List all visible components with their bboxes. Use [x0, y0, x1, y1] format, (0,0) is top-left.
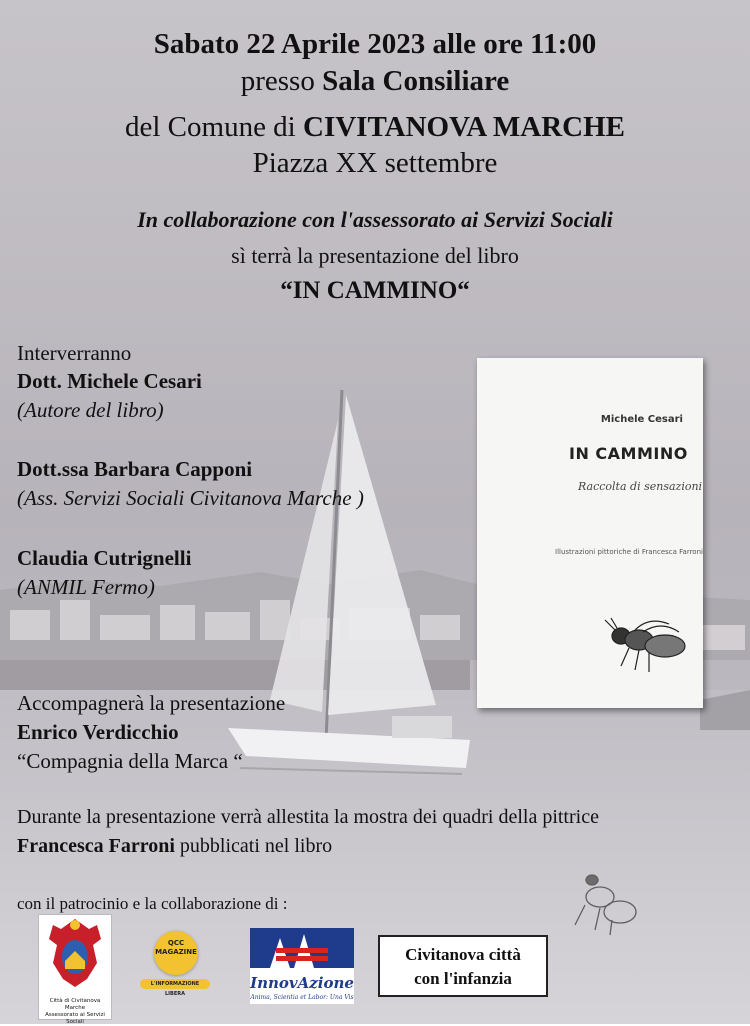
- venue-address: Piazza XX settembre: [252, 147, 498, 179]
- sponsors-heading: con il patrocinio e la collaborazione di :: [17, 894, 288, 913]
- qcc-text: QCC: [167, 939, 185, 947]
- venue-name: Sala Consiliare: [322, 65, 510, 97]
- accompaniment-performer: Enrico Verdicchio: [17, 720, 179, 744]
- book-title-heading: “IN CAMMINO“: [280, 277, 470, 304]
- speakers-heading: Interverranno: [17, 341, 132, 365]
- innovazione-caption: Anima, Scientia et Labor: Una Vis: [250, 994, 354, 1001]
- civitanova-municipality-logo: [38, 914, 112, 1025]
- civitanova-caption-line: Assessorato ai Servizi Sociali: [45, 1012, 105, 1025]
- speaker-role: (Ass. Servizi Sociali Civitanova Marche ): [17, 486, 364, 510]
- infanzia-line: con l'infanzia: [414, 969, 512, 988]
- qcc-caption: L'INFORMAZIONE LIBERA: [140, 979, 210, 989]
- exhibit-suffix: pubblicati nel libro: [174, 835, 333, 857]
- qcc-text: MAGAZINE: [155, 948, 197, 956]
- collaboration-line: In collaborazione con l'assessorato ai Servizi Sociali: [137, 207, 613, 232]
- venue-prefix: presso: [240, 65, 323, 97]
- book-cover-author: Michele Cesari: [600, 414, 683, 425]
- civitanova-caption-line: Città di Civitanova Marche: [49, 998, 101, 1011]
- book-cover-image: [477, 358, 703, 708]
- accompaniment-group: “Compagnia della Marca “: [17, 749, 243, 773]
- painter-name: Francesca Farroni: [17, 835, 175, 857]
- exhibit-line: Durante la presentazione verrà allestita la mostra dei quadri della pittrice: [17, 806, 599, 828]
- speaker-name: Claudia Cutrignelli: [17, 546, 192, 570]
- event-date-time: Sabato 22 Aprile 2023 alle ore 11:00: [153, 28, 597, 60]
- bee-icon: [599, 616, 689, 676]
- book-cover-illustrations-credit: Illustrazioni pittoriche di Francesca Farroni: [555, 548, 703, 556]
- presentation-line: sì terrà la presentazione del libro: [231, 243, 519, 268]
- innovazione-name: InnovAzione: [250, 974, 354, 992]
- citta-infanzia-box: [378, 935, 548, 997]
- innovazione-logo: [250, 928, 354, 1004]
- speaker-name: Dott. Michele Cesari: [17, 369, 202, 393]
- municipality-line: [0, 109, 750, 145]
- speaker-role: (ANMIL Fermo): [17, 575, 155, 599]
- coat-of-arms-icon: [39, 915, 111, 993]
- speaker-role: (Autore del libro): [17, 398, 164, 422]
- municipality-prefix: del Comune di: [124, 111, 303, 143]
- qcc-magazine-logo: [140, 925, 210, 995]
- accompaniment-heading: Accompagnerà la presentazione: [17, 691, 286, 715]
- book-cover-title: IN CAMMINO: [569, 444, 688, 463]
- municipality-name: CIVITANOVA MARCHE: [303, 111, 625, 143]
- speaker-name: Dott.ssa Barbara Capponi: [17, 457, 253, 481]
- infanzia-line: Civitanova città: [405, 945, 521, 964]
- exhibit-line-2: [17, 833, 332, 860]
- book-cover-subtitle: Raccolta di sensazioni: [578, 480, 703, 493]
- innovazione-emblem-icon: [250, 928, 354, 968]
- venue-line: [0, 63, 750, 99]
